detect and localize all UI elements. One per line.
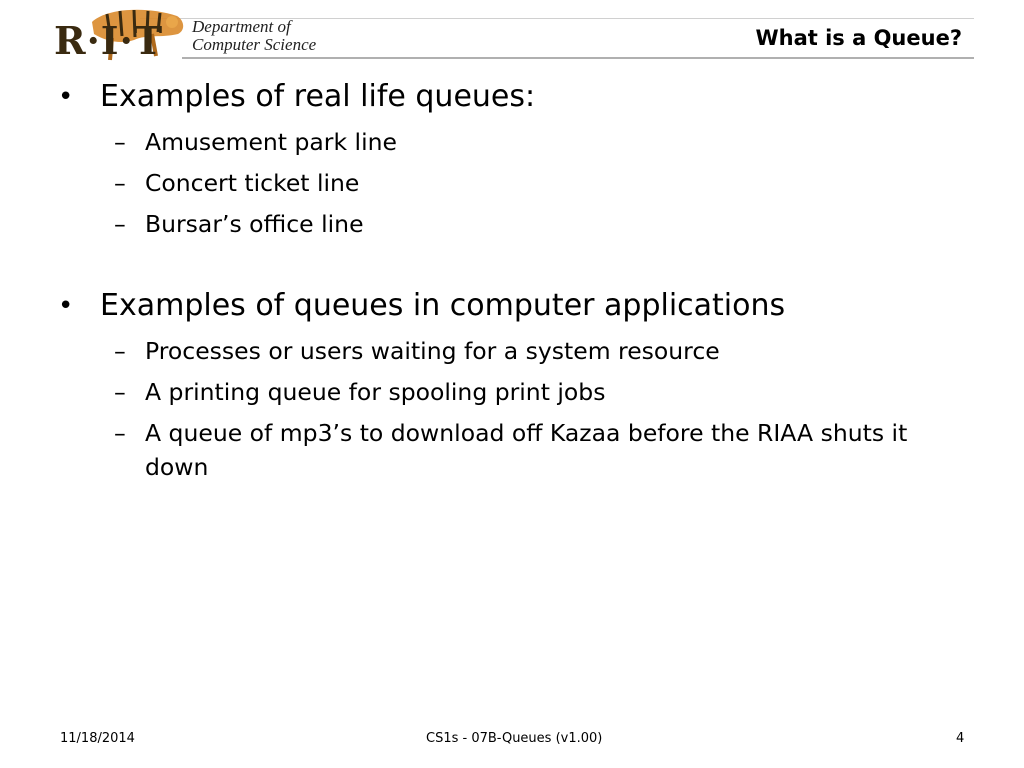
slide-title: What is a Queue? (755, 26, 962, 50)
bullet-text: Examples of real life queues: (100, 79, 536, 114)
footer-page-number: 4 (956, 731, 965, 746)
logo-letters: R·I·T (54, 18, 164, 63)
dash-icon: – (114, 128, 126, 156)
sub-item (58, 166, 978, 200)
sub-item-text: Concert ticket line (145, 169, 360, 197)
footer-title: CS1s - 07B-Queues (v1.00) (426, 731, 603, 746)
slide-header (0, 0, 1024, 70)
sub-item-text: A queue of mp3’s to download off Kazaa before the RIAA shuts it down (145, 419, 908, 481)
bullet-item (58, 76, 978, 118)
sub-item (58, 207, 978, 241)
dash-icon: – (114, 210, 126, 238)
sub-item-text: Bursar’s office line (145, 210, 364, 238)
spacer (58, 241, 978, 285)
sub-item (58, 416, 965, 484)
dash-icon: – (114, 169, 126, 197)
dash-icon: – (114, 337, 126, 365)
sub-item-text: Processes or users waiting for a system resource (145, 337, 720, 365)
sub-item-text: Amusement park line (145, 128, 397, 156)
header-rule (182, 57, 974, 59)
logo-dept-line1: Department of (192, 17, 291, 36)
sub-item-text: A printing queue for spooling print jobs (145, 378, 606, 406)
logo-dept-line2: Computer Science (192, 35, 317, 54)
sub-item (58, 375, 978, 409)
dash-icon: – (114, 378, 126, 406)
logo-department-text (192, 18, 316, 54)
slide-body (58, 76, 978, 484)
bullet-icon: • (58, 82, 74, 112)
bullet-text: Examples of queues in computer applications (100, 288, 786, 323)
sub-item (58, 334, 978, 368)
sub-item (58, 125, 978, 159)
dash-icon: – (114, 419, 126, 447)
footer-date: 11/18/2014 (60, 731, 135, 746)
bullet-icon: • (58, 291, 74, 321)
bullet-item (58, 285, 978, 327)
